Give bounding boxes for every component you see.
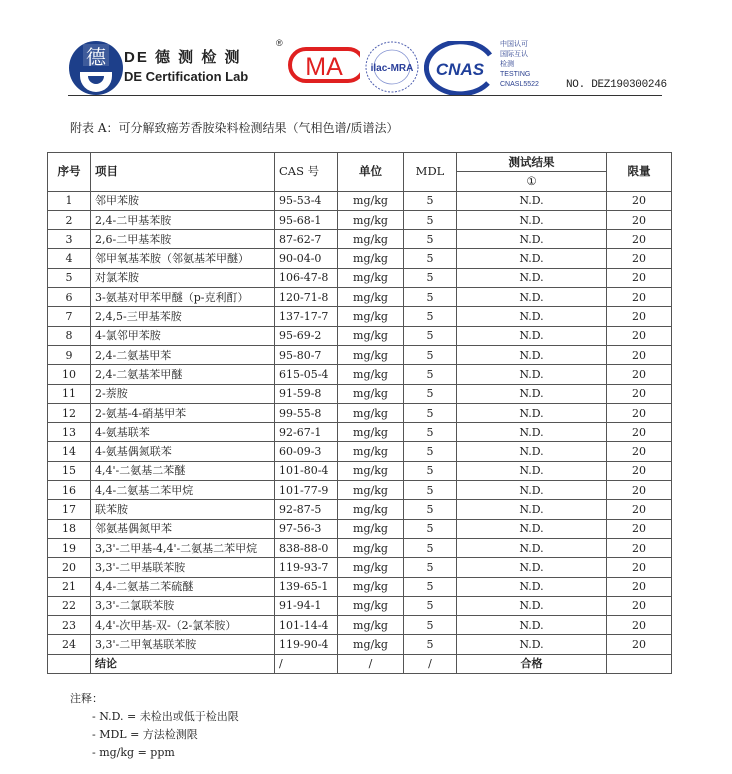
table-row <box>48 461 672 480</box>
table-row <box>48 500 672 519</box>
cell-item: 4,4-二氨基二苯甲烷 <box>91 481 275 500</box>
cell-cas: 95-69-2 <box>275 326 338 345</box>
cell-unit: mg/kg <box>338 442 404 461</box>
cnas-logo <box>424 41 498 95</box>
cell-result: N.D. <box>457 461 607 480</box>
cell-cas: 120-71-8 <box>275 288 338 307</box>
cell-unit: mg/kg <box>338 326 404 345</box>
cell-mdl: 5 <box>404 230 457 249</box>
cnas-line: CNASL5522 <box>500 81 539 88</box>
cell-limit: 20 <box>607 442 672 461</box>
table-row <box>48 249 672 268</box>
cell-seq: 5 <box>48 268 91 287</box>
cell-item: 邻氨基偶氮甲苯 <box>91 519 275 538</box>
table-row <box>48 481 672 500</box>
cell-seq: 12 <box>48 403 91 422</box>
cell-result: N.D. <box>457 288 607 307</box>
cell-result: N.D. <box>457 519 607 538</box>
cell-seq: 24 <box>48 635 91 654</box>
cell-item: 3-氨基对甲苯甲醚（p-克利酊） <box>91 288 275 307</box>
cell-seq: 3 <box>48 230 91 249</box>
cell-unit: mg/kg <box>338 481 404 500</box>
cell-item: 3,3'-二氯联苯胺 <box>91 596 275 615</box>
cell-cas: 87-62-7 <box>275 230 338 249</box>
cell-result: N.D. <box>457 345 607 364</box>
cell-result: N.D. <box>457 191 607 210</box>
cell-item: 4-氨基偶氮联苯 <box>91 442 275 461</box>
table-row <box>48 519 672 538</box>
cell-mdl: 5 <box>404 423 457 442</box>
cell-item: 2,4-二氨基甲苯 <box>91 345 275 364</box>
cell-limit: 20 <box>607 249 672 268</box>
cell-limit: 20 <box>607 481 672 500</box>
cell-cas: 615-05-4 <box>275 365 338 384</box>
cell-unit: mg/kg <box>338 596 404 615</box>
cell-result: N.D. <box>457 635 607 654</box>
cell-item: 邻甲苯胺 <box>91 191 275 210</box>
table-row <box>48 635 672 654</box>
cell-unit: mg/kg <box>338 268 404 287</box>
cell-mdl: 5 <box>404 481 457 500</box>
cell-result: N.D. <box>457 384 607 403</box>
cell-limit: 20 <box>607 461 672 480</box>
cell-cas: 95-68-1 <box>275 210 338 229</box>
cell-limit: 20 <box>607 558 672 577</box>
cell-item: 2,6-二甲基苯胺 <box>91 230 275 249</box>
cell-seq: 7 <box>48 307 91 326</box>
cell-mdl: 5 <box>404 326 457 345</box>
conclusion-result: 合格 <box>457 654 607 673</box>
cell-result: N.D. <box>457 558 607 577</box>
cell-unit: mg/kg <box>338 538 404 557</box>
table-row <box>48 288 672 307</box>
cell-mdl: 5 <box>404 596 457 615</box>
cell-mdl: 5 <box>404 558 457 577</box>
cell-mdl: 5 <box>404 616 457 635</box>
cell-mdl: 5 <box>404 384 457 403</box>
cell-seq: 6 <box>48 288 91 307</box>
cell-limit: 20 <box>607 577 672 596</box>
table-row <box>48 403 672 422</box>
table-row <box>48 230 672 249</box>
table-title: 附表 A：可分解致癌芳香胺染料检测结果（气相色谱/质谱法） <box>70 121 399 135</box>
header-unit: 单位 <box>338 153 404 192</box>
cell-seq: 21 <box>48 577 91 596</box>
ilac-mra-logo <box>364 41 420 93</box>
cell-seq: 22 <box>48 596 91 615</box>
cell-result: N.D. <box>457 577 607 596</box>
registered-mark: ® <box>276 38 283 48</box>
cell-item: 3,3'-二甲氧基联苯胺 <box>91 635 275 654</box>
conclusion-row <box>48 654 672 673</box>
table-row <box>48 538 672 557</box>
cell-item: 4,4'-二氨基二苯醚 <box>91 461 275 480</box>
cell-limit: 20 <box>607 596 672 615</box>
note-item: - MDL = 方法检测限 <box>92 728 198 742</box>
table-row <box>48 307 672 326</box>
header-limit: 限量 <box>607 153 672 192</box>
cell-unit: mg/kg <box>338 500 404 519</box>
cell-unit: mg/kg <box>338 230 404 249</box>
cell-unit: mg/kg <box>338 191 404 210</box>
cell-cas: 97-56-3 <box>275 519 338 538</box>
cell-cas: 91-94-1 <box>275 596 338 615</box>
cell-cas: 92-87-5 <box>275 500 338 519</box>
cell-seq: 8 <box>48 326 91 345</box>
cell-mdl: 5 <box>404 365 457 384</box>
cell-mdl: 5 <box>404 268 457 287</box>
cell-cas: 91-59-8 <box>275 384 338 403</box>
cell-unit: mg/kg <box>338 384 404 403</box>
cell-limit: 20 <box>607 288 672 307</box>
note-item: - mg/kg = ppm <box>92 746 175 760</box>
cell-mdl: 5 <box>404 191 457 210</box>
cell-result: N.D. <box>457 500 607 519</box>
cnas-logo-text: CNAS <box>435 60 485 79</box>
cell-seq: 23 <box>48 616 91 635</box>
cell-seq: 17 <box>48 500 91 519</box>
conclusion-mdl: / <box>404 654 457 673</box>
cell-limit: 20 <box>607 423 672 442</box>
table-row <box>48 384 672 403</box>
cell-limit: 20 <box>607 268 672 287</box>
note-item: - N.D. = 未检出或低于检出限 <box>92 710 239 724</box>
cell-mdl: 5 <box>404 210 457 229</box>
cell-cas: 95-53-4 <box>275 191 338 210</box>
table-row <box>48 596 672 615</box>
cell-item: 对氯苯胺 <box>91 268 275 287</box>
ilac-logo-text: ilac-MRA <box>370 63 414 74</box>
cell-item: 联苯胺 <box>91 500 275 519</box>
table-row <box>48 423 672 442</box>
cell-result: N.D. <box>457 616 607 635</box>
cell-result: N.D. <box>457 403 607 422</box>
header-item: 项目 <box>91 153 275 192</box>
cell-mdl: 5 <box>404 307 457 326</box>
table-row <box>48 577 672 596</box>
notes-title: 注释： <box>70 692 103 706</box>
cell-unit: mg/kg <box>338 307 404 326</box>
cell-item: 2,4-二氨基苯甲醚 <box>91 365 275 384</box>
cell-limit: 20 <box>607 230 672 249</box>
cell-result: N.D. <box>457 210 607 229</box>
cell-item: 2-萘胺 <box>91 384 275 403</box>
cell-seq: 1 <box>48 191 91 210</box>
cell-seq: 2 <box>48 210 91 229</box>
cell-cas: 101-77-9 <box>275 481 338 500</box>
cell-cas: 90-04-0 <box>275 249 338 268</box>
table-row <box>48 210 672 229</box>
cell-result: N.D. <box>457 230 607 249</box>
cell-item: 3,3'-二甲基联苯胺 <box>91 558 275 577</box>
cell-limit: 20 <box>607 307 672 326</box>
cell-cas: 119-90-4 <box>275 635 338 654</box>
cma-logo <box>288 46 360 84</box>
header-cas: CAS 号 <box>275 153 338 192</box>
conclusion-cas: / <box>275 654 338 673</box>
cell-item: 4-氯邻甲苯胺 <box>91 326 275 345</box>
conclusion-label: 结论 <box>91 654 275 673</box>
cell-mdl: 5 <box>404 403 457 422</box>
cell-result: N.D. <box>457 326 607 345</box>
cell-unit: mg/kg <box>338 616 404 635</box>
cell-cas: 60-09-3 <box>275 442 338 461</box>
cell-seq: 4 <box>48 249 91 268</box>
de-logo <box>68 40 124 96</box>
cell-unit: mg/kg <box>338 519 404 538</box>
cell-mdl: 5 <box>404 249 457 268</box>
conclusion-unit: / <box>338 654 404 673</box>
cell-cas: 99-55-8 <box>275 403 338 422</box>
cnas-line: 中国认可 <box>500 41 528 48</box>
cell-result: N.D. <box>457 442 607 461</box>
cell-item: 2,4-二甲基苯胺 <box>91 210 275 229</box>
cell-cas: 139-65-1 <box>275 577 338 596</box>
cell-seq: 9 <box>48 345 91 364</box>
table-row <box>48 616 672 635</box>
cell-limit: 20 <box>607 403 672 422</box>
cell-item: 4,4-二氨基二苯硫醚 <box>91 577 275 596</box>
de-logo-char: 德 <box>86 45 106 69</box>
cell-mdl: 5 <box>404 442 457 461</box>
cell-unit: mg/kg <box>338 288 404 307</box>
report-number: NO. DEZ190300246 <box>566 79 667 91</box>
cell-cas: 119-93-7 <box>275 558 338 577</box>
table-row <box>48 191 672 210</box>
cell-item: 4-氨基联苯 <box>91 423 275 442</box>
cell-mdl: 5 <box>404 345 457 364</box>
cell-limit: 20 <box>607 326 672 345</box>
cell-unit: mg/kg <box>338 403 404 422</box>
cell-seq: 14 <box>48 442 91 461</box>
cell-unit: mg/kg <box>338 635 404 654</box>
cell-empty <box>48 654 91 673</box>
cell-seq: 10 <box>48 365 91 384</box>
cnas-line: 检测 <box>500 61 514 68</box>
notes <box>70 690 687 762</box>
table-row <box>48 268 672 287</box>
cell-mdl: 5 <box>404 461 457 480</box>
cell-result: N.D. <box>457 249 607 268</box>
cell-cas: 95-80-7 <box>275 345 338 364</box>
cell-unit: mg/kg <box>338 345 404 364</box>
cell-limit: 20 <box>607 365 672 384</box>
cell-mdl: 5 <box>404 538 457 557</box>
cell-mdl: 5 <box>404 577 457 596</box>
cell-unit: mg/kg <box>338 558 404 577</box>
cell-seq: 18 <box>48 519 91 538</box>
cell-limit: 20 <box>607 538 672 557</box>
cell-mdl: 5 <box>404 288 457 307</box>
results-table <box>47 152 672 674</box>
cnas-line: 国际互认 <box>500 51 528 58</box>
cell-limit: 20 <box>607 635 672 654</box>
cell-result: N.D. <box>457 481 607 500</box>
cell-result: N.D. <box>457 307 607 326</box>
table-row <box>48 365 672 384</box>
cell-cas: 101-80-4 <box>275 461 338 480</box>
cell-cas: 106-47-8 <box>275 268 338 287</box>
cell-item: 2,4,5-三甲基苯胺 <box>91 307 275 326</box>
cell-item: 2-氨基-4-硝基甲苯 <box>91 403 275 422</box>
cell-result: N.D. <box>457 538 607 557</box>
cell-mdl: 5 <box>404 500 457 519</box>
cell-seq: 11 <box>48 384 91 403</box>
table-header-row <box>48 153 672 172</box>
cell-cas: 101-14-4 <box>275 616 338 635</box>
cell-unit: mg/kg <box>338 577 404 596</box>
content <box>47 152 687 762</box>
cell-item: 3,3'-二甲基-4,4'-二氨基二苯甲烷 <box>91 538 275 557</box>
cell-mdl: 5 <box>404 635 457 654</box>
cell-result: N.D. <box>457 423 607 442</box>
cell-result: N.D. <box>457 596 607 615</box>
cell-cas: 137-17-7 <box>275 307 338 326</box>
cell-item: 邻甲氧基苯胺（邻氨基苯甲醚） <box>91 249 275 268</box>
header-divider <box>68 95 662 96</box>
cnas-line: TESTING <box>500 71 531 78</box>
cell-limit: 20 <box>607 384 672 403</box>
header-result: 测试结果 <box>457 153 607 172</box>
lab-name-en: DE Certification Lab <box>124 69 249 84</box>
table-row <box>48 442 672 461</box>
cell-unit: mg/kg <box>338 249 404 268</box>
cell-unit: mg/kg <box>338 365 404 384</box>
cell-limit: 20 <box>607 210 672 229</box>
cell-seq: 20 <box>48 558 91 577</box>
cnas-accreditation-text <box>500 40 539 90</box>
cell-unit: mg/kg <box>338 210 404 229</box>
lab-name-cn: DE 德 测 检 测 <box>124 49 242 66</box>
cell-cas: 92-67-1 <box>275 423 338 442</box>
cell-limit: 20 <box>607 519 672 538</box>
cell-limit: 20 <box>607 500 672 519</box>
cell-cas: 838-88-0 <box>275 538 338 557</box>
cell-seq: 13 <box>48 423 91 442</box>
cell-limit: 20 <box>607 191 672 210</box>
table-row <box>48 558 672 577</box>
cell-unit: mg/kg <box>338 461 404 480</box>
header-result-sub: ① <box>457 172 607 191</box>
cell-mdl: 5 <box>404 519 457 538</box>
header-mdl: MDL <box>404 153 457 192</box>
cell-limit: 20 <box>607 616 672 635</box>
cma-logo-text: MA <box>305 53 343 81</box>
cell-unit: mg/kg <box>338 423 404 442</box>
cell-result: N.D. <box>457 365 607 384</box>
cell-seq: 19 <box>48 538 91 557</box>
table-row <box>48 326 672 345</box>
cell-seq: 16 <box>48 481 91 500</box>
cell-result: N.D. <box>457 268 607 287</box>
cell-limit: 20 <box>607 345 672 364</box>
conclusion-limit <box>607 654 672 673</box>
table-row <box>48 345 672 364</box>
header-seq: 序号 <box>48 153 91 192</box>
cell-item: 4,4'-次甲基-双-（2-氯苯胺） <box>91 616 275 635</box>
cell-seq: 15 <box>48 461 91 480</box>
